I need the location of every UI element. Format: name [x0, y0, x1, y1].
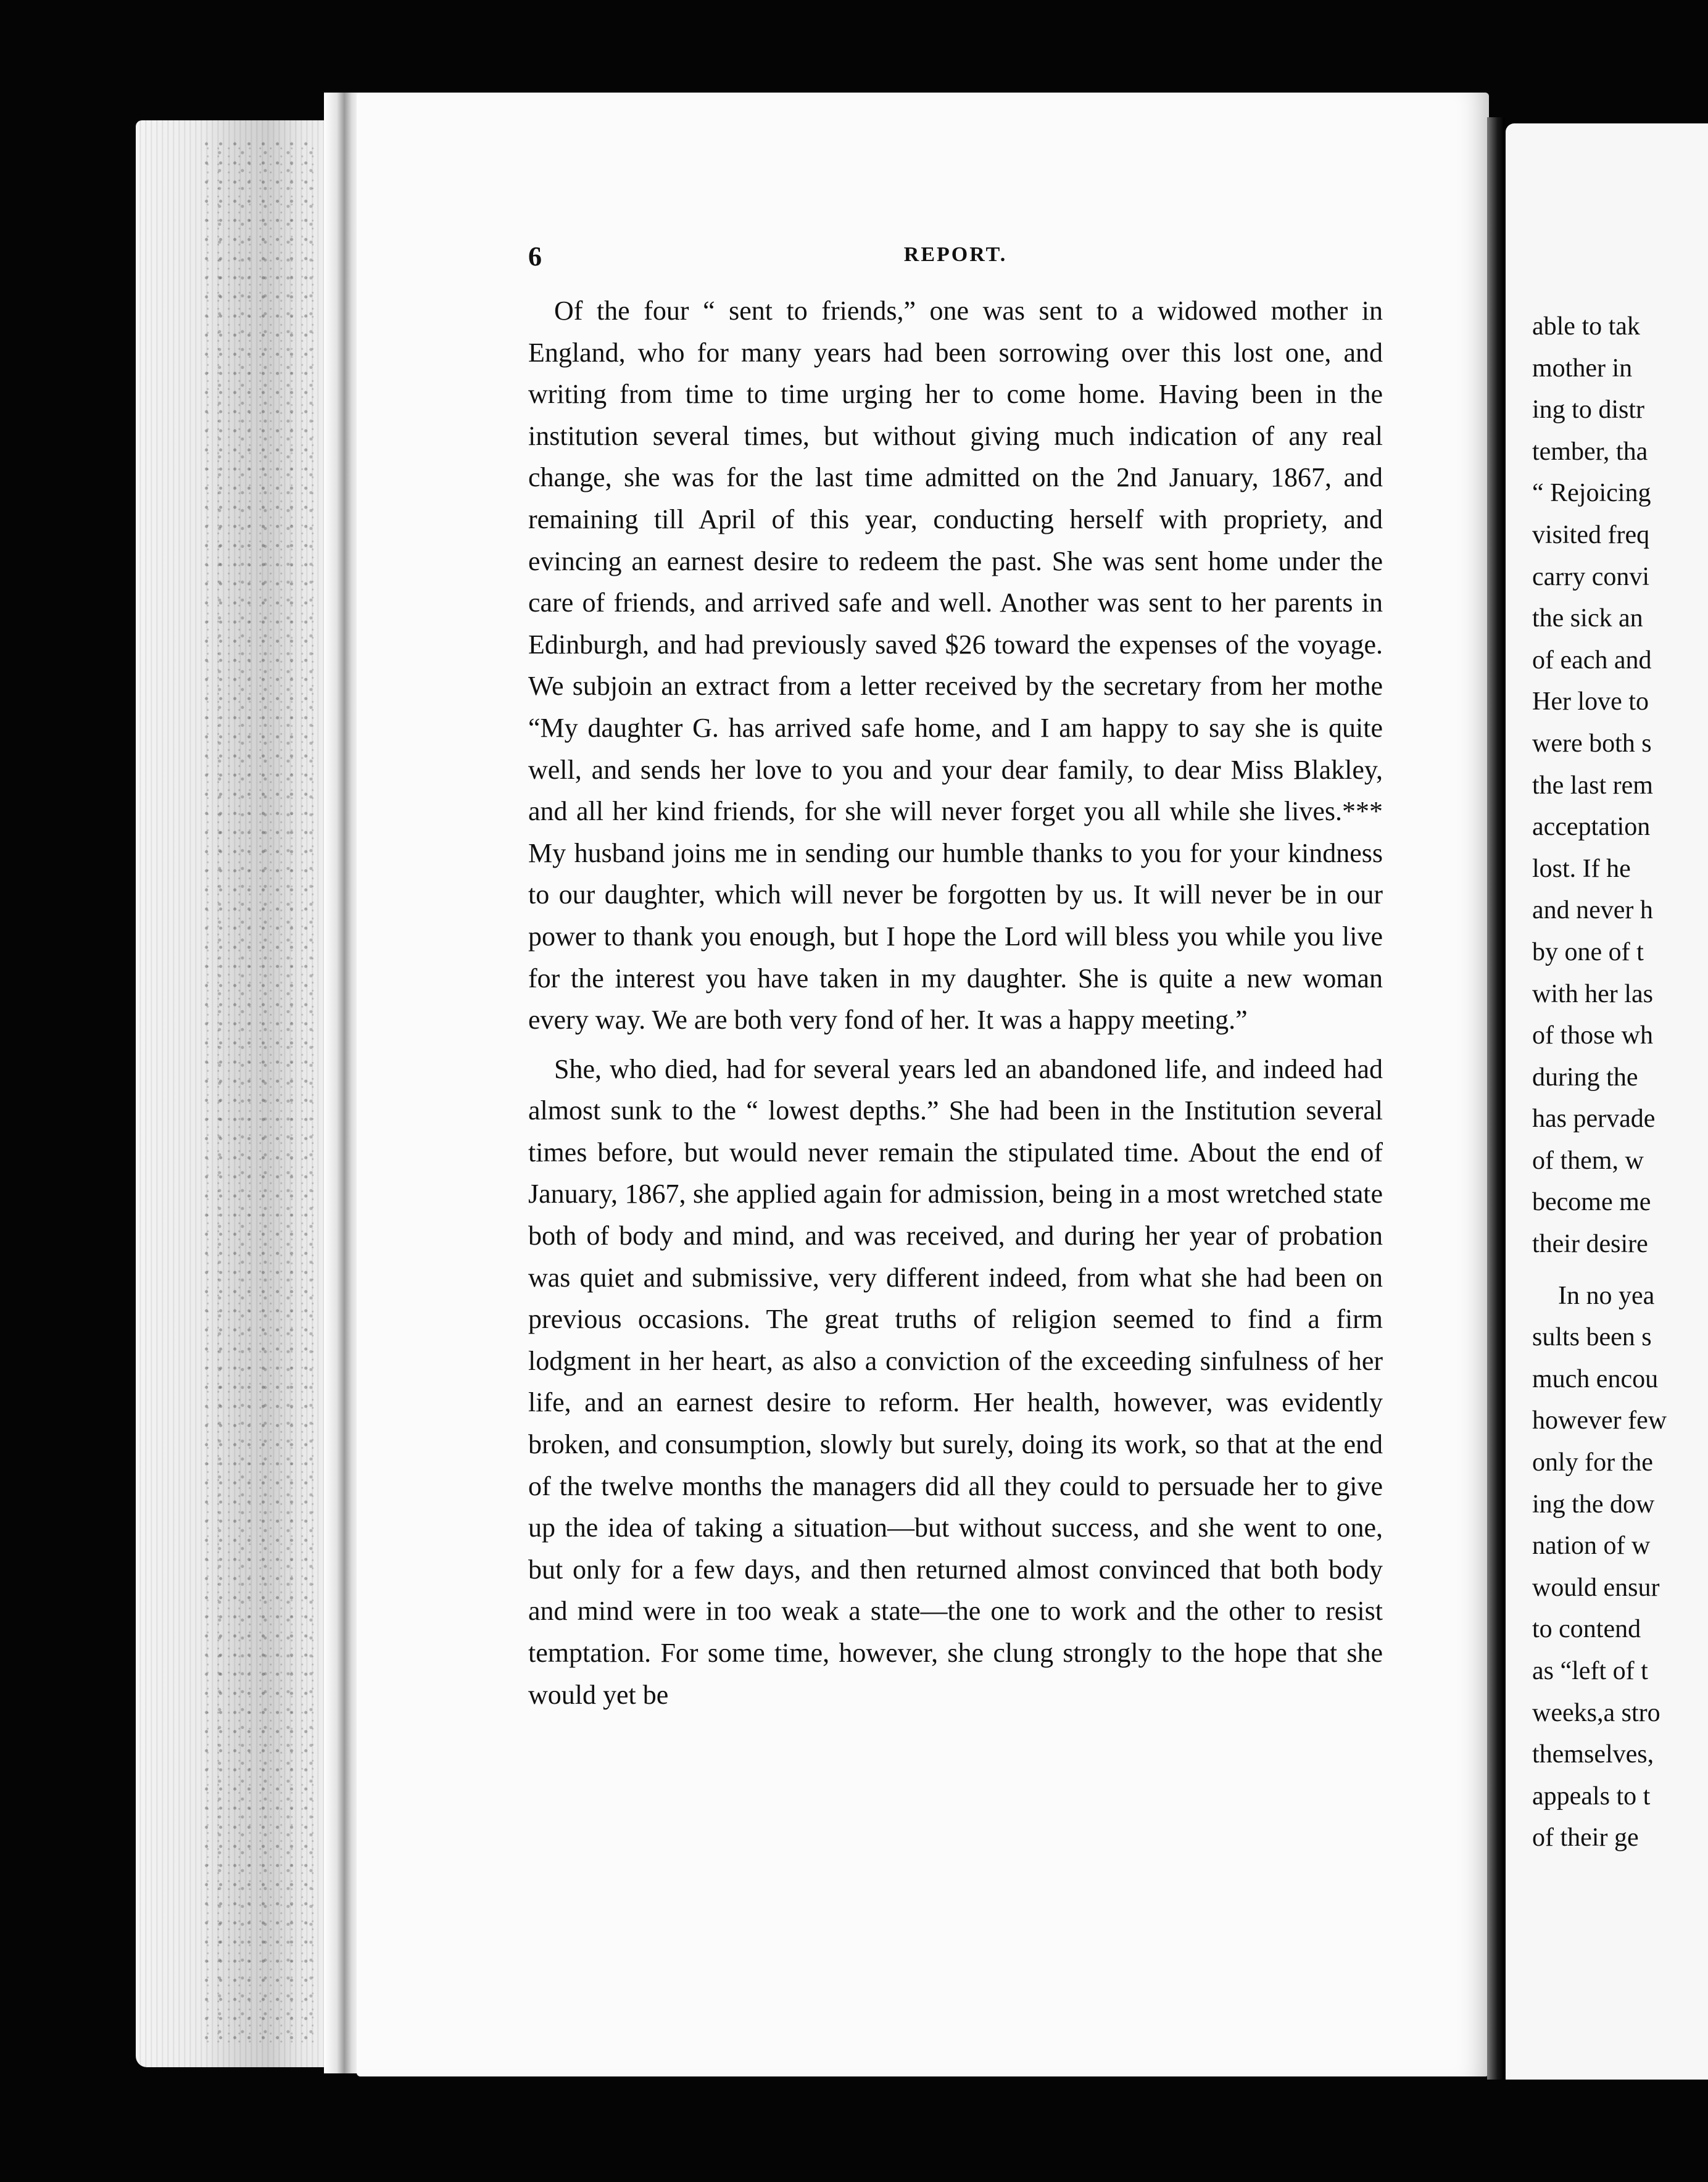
- facing-page-line: “ Rejoicing: [1532, 479, 1651, 508]
- facing-page-line: Her love to: [1532, 687, 1649, 716]
- facing-page-line: tember, tha: [1532, 437, 1648, 466]
- facing-page-line: visited freq: [1532, 520, 1650, 549]
- facing-page-line: ing to distr: [1532, 396, 1645, 425]
- facing-page-line: In no yea: [1558, 1281, 1655, 1310]
- facing-page-line: has pervade: [1532, 1105, 1656, 1134]
- facing-page-line: weeks,a stro: [1532, 1698, 1660, 1727]
- facing-page-line: of each and: [1532, 645, 1652, 674]
- facing-page-line: much encou: [1532, 1364, 1659, 1393]
- facing-page-line: their desire: [1532, 1230, 1648, 1259]
- facing-page-line: only for the: [1532, 1448, 1653, 1477]
- facing-page-line: mother in: [1532, 354, 1633, 383]
- facing-page-line: with her las: [1532, 979, 1653, 1008]
- facing-page-line: however few: [1532, 1406, 1667, 1435]
- facing-page-line: nation of w: [1532, 1532, 1651, 1561]
- paragraph-sent-to-friends: Of the four “ sent to friends,” one was sent to a widowed mother in England, who for many years had been sorrowing over this lost one, and writing from time to time urging her to come home. Having been in the institution several times, but without giving much indication of any real change, she was for the last time admitted on the 2nd January, 1867, and remaining till April of this year, conducting herself with propriety, and evincing an earnest desire to redeem the past. She was sent home under the care of friends, and arrived safe and well. Another was sent to her parents in Edinburgh, and had previously saved $26 toward the expenses of the voyage. We subjoin an extract from a letter received by the secretary from her mothe “My daughter G. has arrived safe home, and I am happy to say she is quite well, and sends her love to you and your dear family, to dear Miss Blakley, and all her kind friends, for she will never forget you all while she lives.*** My husband joins me in sending our humble thanks to you for your kindness to our daughter, which will never be forgotten by us. It will never be in our power to thank you enough, but I hope the Lord will bless you while you live for the interest you have taken in my daughter. She is quite a new woman every way. We are both very fond of her. It was a happy meeting.”: [528, 296, 1383, 1035]
- body-text: [528, 290, 1383, 1715]
- right-page-cropped: [1506, 123, 1708, 2080]
- facing-page-line: would ensur: [1532, 1573, 1660, 1602]
- page-header: [528, 241, 1383, 278]
- facing-page-line: acceptation: [1532, 813, 1651, 842]
- facing-page-line: of them, w: [1532, 1146, 1644, 1175]
- facing-page-line: lost. If he: [1532, 854, 1631, 883]
- facing-page-line: and never h: [1532, 896, 1653, 925]
- facing-page-line: appeals to t: [1532, 1782, 1651, 1811]
- page-edge-speckle: [204, 142, 315, 2043]
- facing-page-line: the last rem: [1532, 771, 1653, 800]
- paragraph-she-who-died: She, who died, had for several years led an abandoned life, and indeed had almost sunk to the “ lowest depths.” She had been in the Institution several times before, but would never remain the stipulated time. About the end of January, 1867, she applied again for admission, being in a most wretched state both of body and mind, and was received, and during her year of probation was quiet and submissive, very different indeed, from what she had been on previous occasions. The great truths of religion seemed to find a firm lodgment in her heart, as also a conviction of the exceeding sinfulness of her life, and an earnest desire to reform. Her health, however, was evidently broken, and consumption, slowly but surely, doing its work, so that at the end of the twelve months the managers did all they could to persuade her to give up the idea of taking a situation—but without success, and she went to one, but only for a few days, and then returned almost convinced that both body and mind were in too weak a state—the one to work and the other to resist temptation. For some time, however, she clung strongly to the hope that she would yet be: [528, 1053, 1383, 1710]
- paragraph-gap: [1532, 1266, 1708, 1276]
- page-number: 6: [528, 241, 542, 272]
- facing-page-line: to contend: [1532, 1615, 1641, 1644]
- facing-page-line: sults been s: [1532, 1323, 1652, 1352]
- facing-page-line: by one of t: [1532, 937, 1644, 966]
- facing-page-line: themselves,: [1532, 1740, 1654, 1769]
- facing-page-text: [1532, 306, 1708, 1859]
- facing-page-line: of their ge: [1532, 1823, 1639, 1852]
- facing-page-line: were both s: [1532, 729, 1652, 758]
- facing-page-line: as “left of t: [1532, 1657, 1648, 1685]
- facing-page-line: of those wh: [1532, 1021, 1653, 1050]
- inner-margin-shadow: [324, 93, 361, 2073]
- facing-page-line: the sick an: [1532, 604, 1643, 633]
- facing-page-line: become me: [1532, 1188, 1651, 1217]
- left-page: [357, 93, 1489, 2076]
- facing-page-line: carry convi: [1532, 562, 1650, 591]
- book-spine-gutter: [1487, 117, 1504, 2080]
- facing-page-line: ing the dow: [1532, 1490, 1655, 1519]
- facing-page-line: able to tak: [1532, 312, 1640, 341]
- facing-page-line: during the: [1532, 1063, 1638, 1092]
- running-head: REPORT.: [903, 243, 1008, 266]
